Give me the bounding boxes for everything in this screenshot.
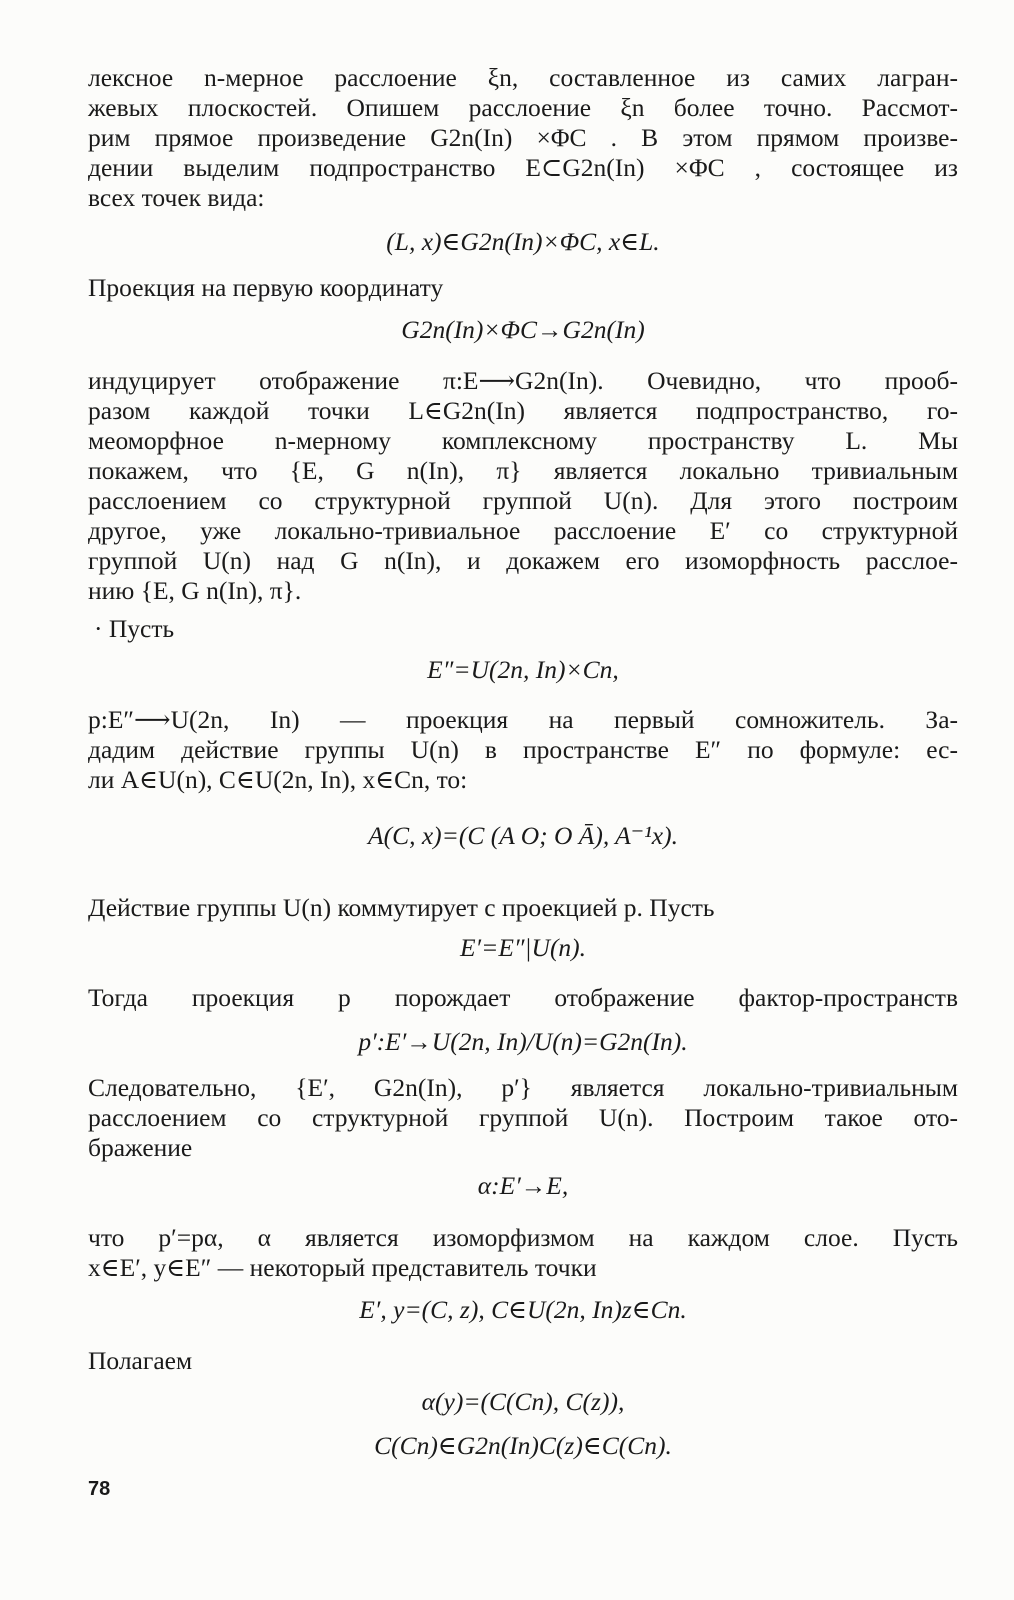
text-line: рим прямое произведение G2n(In) ×ΦC . В этом прямом произве- [88, 123, 958, 152]
text-line: разом каждой точки L∈G2n(In) является подпространство, го- [88, 396, 958, 425]
text-line: всех точек вида: [88, 183, 265, 212]
text-line: · Пусть [94, 614, 175, 643]
text-line: Тогда проекция p порождает отображение фактор-пространств [88, 983, 958, 1012]
text-line: меоморфное n-мерному комплексному пространству L. Мы [88, 426, 958, 455]
formula: α:E′→E, [477, 1171, 569, 1200]
formula: E′, y=(C, z), C∈U(2n, In)z∈Cn. [359, 1295, 687, 1324]
text-line: x∈E′, y∈E″ — некоторый представитель точки [88, 1253, 597, 1282]
text-line: Полагаем [88, 1346, 193, 1375]
text-line: Следовательно, {E′, G2n(In), p′} является локально-тривиальным [88, 1073, 958, 1102]
formula: α(y)=(C(Cn), C(z)), [421, 1387, 625, 1416]
text-line: жевых плоскостей. Опишем расслоение ξn более точно. Рассмот- [88, 93, 958, 122]
text-line: ли A∈U(n), C∈U(2n, In), x∈Cn, то: [88, 765, 468, 794]
formula: A(C, x)=(C (A O; O Ā), A⁻¹x). [368, 821, 678, 850]
text-line: расслоением со структурной группой U(n). Для этого построим [88, 486, 958, 515]
text-line: покажем, что {E, G n(In), π} является локально тривиальным [88, 456, 958, 485]
formula: (L, x)∈G2n(In)×ΦC, x∈L. [386, 227, 660, 256]
text-line: Действие группы U(n) коммутирует с проекцией p. Пусть [88, 893, 715, 922]
formula: G2n(In)×ΦC→G2n(In) [401, 315, 645, 344]
text-line: бражение [88, 1133, 193, 1162]
text-line: индуцирует отображение π:E⟶G2n(In). Очевидно, что прооб- [88, 366, 958, 395]
text-line: что p′=pα, α является изоморфизмом на каждом слое. Пусть [88, 1223, 958, 1252]
formula: E′=E″|U(n). [459, 933, 587, 962]
text-line: расслоением со структурной группой U(n). Построим такое ото- [88, 1103, 958, 1132]
page-number: 78 [88, 1478, 111, 1500]
text-line: другое, уже локально-тривиальное расслоение E′ со структурной [88, 516, 958, 545]
text-line: p:E″⟶U(2n, In) — проекция на первый сомножитель. За- [88, 705, 958, 734]
formula: C(Cn)∈G2n(In)C(z)∈C(Cn). [374, 1431, 672, 1460]
text-line: лексное n-мерное расслоение ξn, составленное из самих лагран- [88, 63, 958, 92]
formula: E″=U(2n, In)×Cn, [427, 655, 619, 684]
formula: p′:E′→U(2n, In)/U(n)=G2n(In). [358, 1027, 688, 1056]
text-line: дадим действие группы U(n) в пространстве E″ по формуле: ес- [88, 735, 958, 764]
text-line: нию {E, G n(In), π}. [88, 576, 302, 605]
text-line: группой U(n) над G n(In), и докажем его изоморфность расслое- [88, 546, 958, 575]
text-line: дении выделим подпространство E⊂G2n(In) ×ΦC , состоящее из [88, 153, 958, 182]
text-line: Проекция на первую координату [88, 273, 444, 302]
